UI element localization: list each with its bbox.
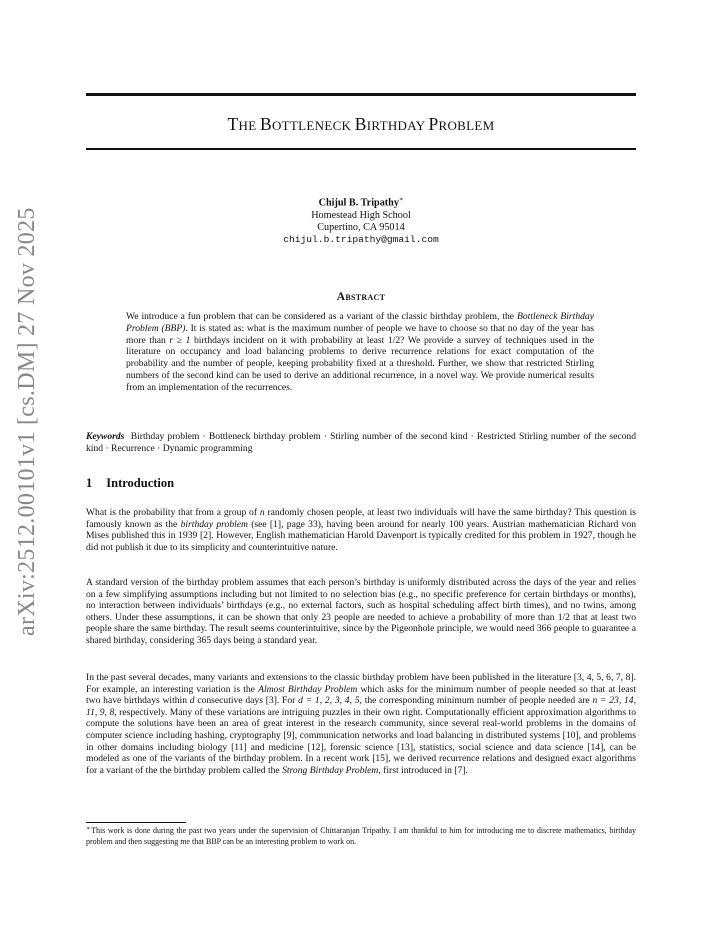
section-title: Introduction: [106, 476, 175, 490]
section-number: 1: [86, 476, 93, 490]
author-email[interactable]: chijul.b.tripathy@gmail.com: [283, 234, 439, 245]
abstract-text: We introduce a fun problem that can be considered as a variant of the classic birthday problem, the Bottleneck Birthday Problem (BBP). It is stated as: what is the maximum number of people we have to choose so that no day of the year has more than r ≥ 1 birthdays incident on it with probability at least 1/2? We provide a survey of techniques used in the literature on occupancy and load balancing problems to derive recurrence relations for exact computation of the probability and the number of people, keeping probability fixed at a threshold. Further, we show that restricted Stirling numbers of the second kind can be used to derive an additional recurrence, in a novel way. We provide numerical results from an implementation of the recurrences.: [126, 311, 595, 393]
abstract-heading: Abstract: [336, 291, 386, 303]
title-word-2: BOTTLENECK: [260, 114, 355, 134]
author-affiliation: Homestead High School: [311, 209, 411, 221]
footnote-rule: [86, 822, 186, 823]
keywords-text: Birthday problem · Bottleneck birthday problem · Stirling number of the second kind · Restricted Stirling number of the second kind · Recurrence · Dynamic programming: [86, 431, 637, 454]
paper-title: [86, 114, 636, 135]
keywords-block: [86, 431, 636, 455]
title-word-4: PROBLEM: [428, 114, 495, 134]
intro-paragraph-1: What is the probability that from a group of n randomly chosen people, at least two individuals will have the same birthday? This question is famously known as the birthday problem (see [1], page 33), having been around for nearly 100 years. Austrian mathematician Richard von Mises published this in 1939 [2]. However, English mathematician Harold Davenport is typically credited for this problem in 1927, though he did not publish it due to its simplicity and counterintuitive nature.: [86, 507, 636, 553]
author-block: [86, 194, 636, 246]
author-footnote-mark: ∗: [398, 196, 404, 203]
keywords-label: Keywords: [86, 431, 125, 442]
footnote-mark: ∗: [86, 826, 91, 832]
footnote-text: This work is done during the past two years under the supervision of Chittaranjan Tripathy. I am thankful to him for introducing me to discrete mathematics, birthday problem and then suggesting me that BBP can be an interesting problem to work on.: [86, 826, 636, 846]
section-heading-introduction: [86, 476, 174, 491]
arxiv-stamp: arXiv:2512.00101v1 [cs.DM] 27 Nov 2025: [14, 207, 40, 636]
title-word-3: BIRTHDAY: [354, 114, 429, 134]
author-location: Cupertino, CA 95014: [317, 221, 405, 233]
footnote: [86, 826, 636, 847]
title-top-rule: [86, 93, 636, 96]
title-word-1: THE: [227, 114, 260, 134]
intro-paragraph-3: In the past several decades, many variants and extensions to the classic birthday problem have been published in the literature [3, 4, 5, 6, 7, 8]. For example, an interesting variation is the Almost Birthday Problem which asks for the minimum number of people needed so that at least two have birthdays within d consecutive days [3]. For d = 1, 2, 3, 4, 5, the corresponding minimum number of people needed are n = 23, 14, 11, 9, 8, respectively. Many of these variations are intriguing puzzles in their own right. Computationally efficient approximation algorithms to compute the solutions have been an area of great interest in the research community, since several real-world problems in the domains of computer science including hashing, cryptography [9], communication networks and load balancing in distributed systems [10], and problems in other domains including biology [11] and medicine [12], forensic science [13], statistics, social science and data science [14], can be modeled as one of the variants of the birthday problem. In a recent work [15], we derived recurrence relations and designed exact algorithms for a variant of the the birthday problem called the Strong Birthday Problem, first introduced in [7].: [86, 672, 637, 776]
author-name: Chijul B. Tripathy: [318, 197, 399, 209]
intro-paragraph-2: A standard version of the birthday problem assumes that each person’s birthday is uniformly distributed across the days of the year and relies on a few simplifying assumptions including but not limited to no selection bias (e.g., no specific preference for certain birthdays or months), no interaction between individuals’ birthdays (e.g., no external factors, such as hospital scheduling affect birth times), and no twins, among others. Under these assumptions, it can be shown that only 23 people are needed to achieve a probability of more than 1/2 that at least two people share the same birthday. The result seems counterintuitive, since by the Pigeonhole principle, we would need 366 people to guarantee a shared birthday, considering 365 days being a standard year.: [86, 577, 636, 646]
title-bottom-rule: [86, 148, 636, 150]
